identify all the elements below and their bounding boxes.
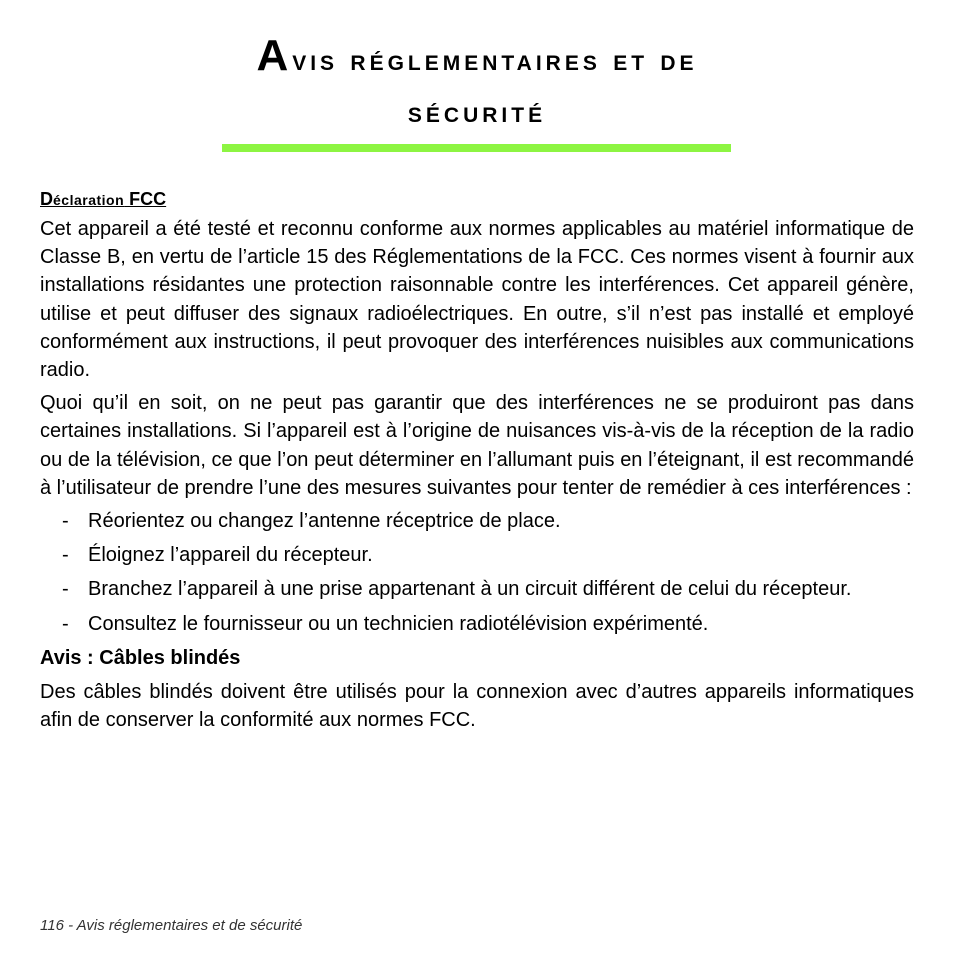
list-item-text: Réorientez ou changez l’antenne réceptrice de place. [88, 510, 561, 533]
section-heading-fcc-rest: éclaration [53, 192, 125, 208]
section-heading-fcc-acronym: FCC [124, 189, 167, 209]
page-footer: 116 - Avis réglementaires et de sécurité [40, 917, 303, 934]
list-item-text: Éloignez l’appareil du récepteur. [88, 544, 373, 567]
section-heading-cables: Avis : Câbles blindés [40, 646, 241, 669]
page-content [40, 186, 914, 739]
list-item [40, 541, 914, 569]
paragraph-fcc-2: Quoi qu’il en soit, on ne peut pas garantir que des interférences ne se produiront pas dans certaines installations. Si l’appareil est à l’origine de nuisances vis-à-vis de la réception de la radio ou de la télévision, ce que l’on peut déterminer en l’allumant puis en l’éteignant, il est recommandé à l’utilisateur de prendre l’une des mesures suivantes pour tenter de remédier à ces interférences : [40, 392, 914, 499]
title-accent-rule [222, 144, 731, 152]
section-heading-fcc [40, 186, 914, 213]
page-title-initial: A [256, 31, 293, 80]
section-heading-fcc-initial: D [40, 189, 53, 209]
list-item [40, 507, 914, 535]
list-item-text: Consultez le fournisseur ou un technicien radiotélévision expérimenté. [88, 612, 709, 635]
page-title-line-2: sécurité [407, 96, 547, 129]
page-title-line-1 [0, 30, 954, 87]
list-bullet: - [62, 578, 69, 601]
paragraph-fcc-1: Cet appareil a été testé et reconnu conforme aux normes applicables au matériel informatique de Classe B, en vertu de l’article 15 des Réglementations de la FCC. Ces normes visent à fournir aux installations résidantes une protection raisonnable contre les interférences. Cet appareil génère, utilise et peut diffuser des signaux radioélectriques. En outre, s’il n’est pas installé et employé conformément aux instructions, il peut provoquer des interférences nuisibles aux communications radio. [40, 218, 914, 382]
list-item [40, 610, 914, 638]
list-bullet: - [62, 510, 69, 533]
page-title-line-1-rest: vis réglementaires et de [292, 44, 698, 77]
list-bullet: - [62, 544, 69, 567]
paragraph-cables: Des câbles blindés doivent être utilisés pour la connexion avec d’autres appareils informatiques afin de conserver la conformité aux normes FCC. [40, 681, 914, 732]
list-item [40, 575, 914, 603]
list-item-text: Branchez l’appareil à une prise appartenant à un circuit différent de celui du récepteur. [88, 578, 852, 601]
page-title [0, 30, 954, 139]
measures-list [40, 507, 914, 638]
list-bullet: - [62, 612, 69, 635]
